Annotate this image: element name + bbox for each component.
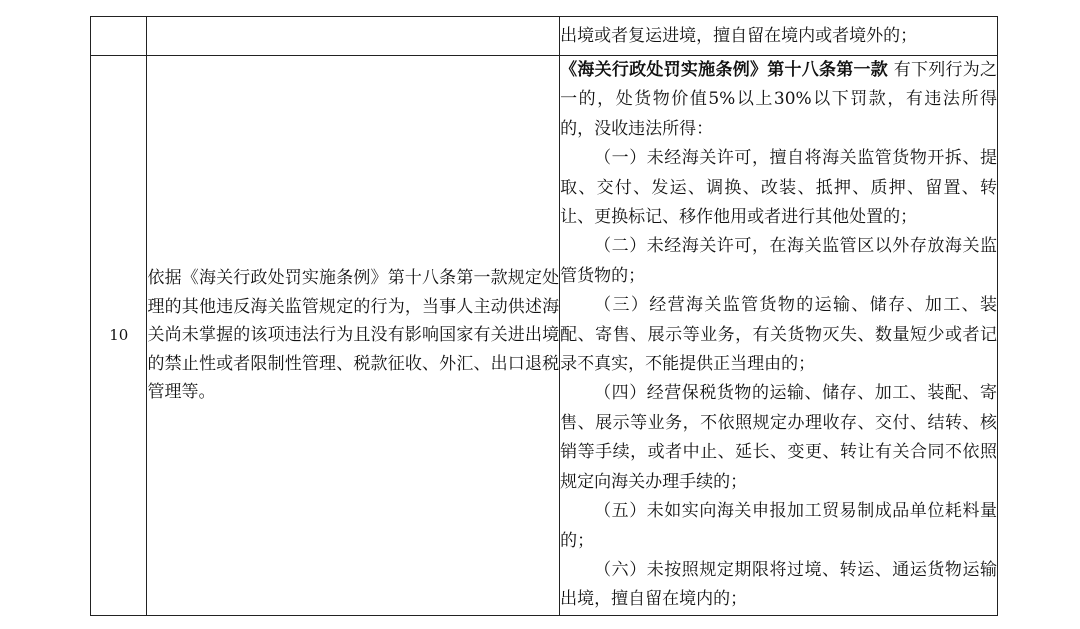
list-item: （五）未如实向海关申报加工贸易制成品单位耗料量的； (560, 501, 997, 551)
row-number-cell (91, 17, 147, 56)
list-item: （三）经营海关监管货物的运输、储存、加工、装配、寄售、展示等业务，有关货物灭失、数量短少或者记录不真实，不能提供正当理由的； (560, 295, 997, 375)
row-number-cell: 10 (91, 56, 147, 616)
list-item: （二）未经海关许可，在海关监管区以外存放海关监管货物的； (560, 236, 997, 286)
description-cell (147, 56, 560, 616)
list-item: （六）未按照规定期限将过境、转运、通运货物运输出境，擅自留在境内的； (560, 559, 997, 610)
legal-basis-title: 《海关行政处罚实施条例》第十八条第一款 (560, 60, 889, 80)
list-item: （一）未经海关许可，擅自将海关监管货物开拆、提取、交付、发运、调换、改装、抵押、质押、留置、转让、更换标记、移作他用或者进行其他处置的； (560, 148, 997, 228)
legal-basis-cell (560, 17, 998, 56)
legal-basis-text (560, 56, 997, 615)
description-text: 依据《海关行政处罚实施条例》第十八条第一款规定处理的其他违反海关监管规定的行为，当事人主动供述海关尚未掌握的该项违法行为且没有影响国家有关进出境的禁止性或者限制性管理、税款征收、外汇、出口退税管理等。 (147, 268, 560, 403)
list-item: （四）经营保税货物的运输、储存、加工、装配、寄售、展示等业务，不依照规定办理收存、交付、结转、核销等手续，或者中止、延长、变更、转让有关合同不依照规定向海关办理手续的； (560, 383, 997, 492)
legal-basis-continuation: 出境或者复运进境，擅自留在境内或者境外的； (560, 26, 918, 46)
table-row (91, 56, 998, 616)
table-row (91, 17, 998, 56)
penalty-table (90, 16, 998, 616)
description-cell (147, 17, 560, 56)
legal-basis-intro: 有下列行为之一的，处货物价值5%以上30%以下罚款，有违法所得的，没收违法所得： (560, 60, 998, 139)
legal-basis-cell (560, 56, 998, 616)
